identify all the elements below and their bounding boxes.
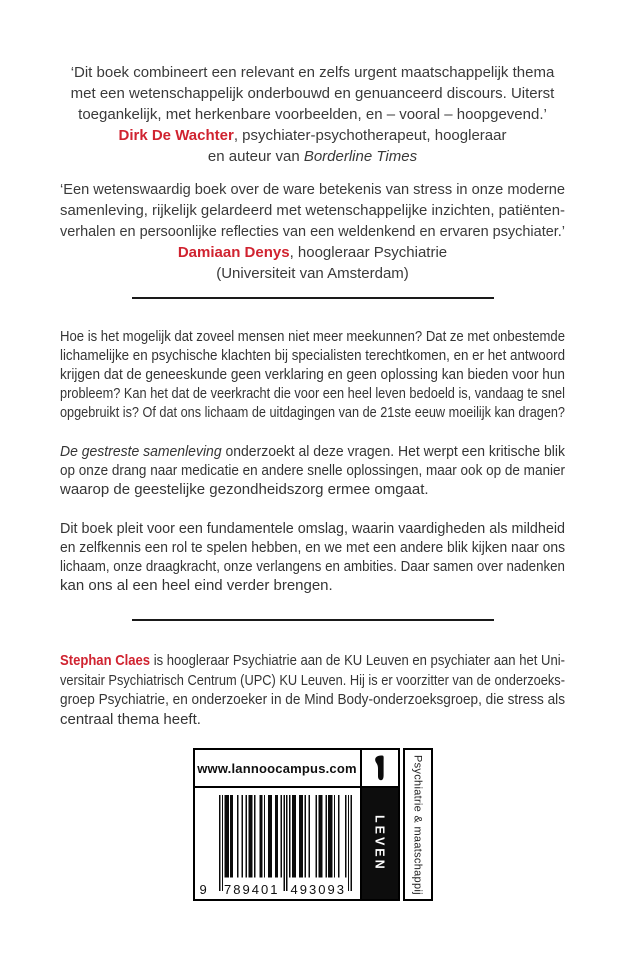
- text-line-inner: [60, 221, 565, 242]
- lannoo-comma-glyph: [372, 753, 388, 783]
- text-segment: probleem? Kan het dat de veerkracht die voor een heel leven bedoeld is, vandaag te snel: [60, 385, 565, 402]
- text-line-inner: [60, 200, 565, 221]
- blurb-paragraph-2: [60, 442, 565, 499]
- text-segment: waarop de geestelijke gezondheidszorg ermee omgaat.: [60, 481, 429, 498]
- imprint-label: LEVEN: [372, 815, 387, 872]
- text-segment: lichaam, onze draagkracht, onze verlangens en ambities. Daar samen over nadenken: [60, 558, 565, 575]
- text-segment: krijgen dat de geneeskunde geen verklaring en geen oplossing kan bieden voor hun: [60, 366, 565, 383]
- text-segment: op onze drang naar medicatie en andere snelle oplossingen, maar ook op de manier: [60, 462, 566, 479]
- category-label-box: [403, 748, 433, 901]
- text-line: [60, 146, 565, 167]
- text-segment: versitair Psychiatrisch Centrum (UPC) KU Leuven. Hij is er voorzitter van de onderzoeks-: [60, 671, 565, 689]
- text-segment: is hoogleraar Psychiatrie aan de KU Leuven en psychiater aan het Uni-: [150, 652, 565, 669]
- text-line-inner: [60, 442, 565, 461]
- text-line-inner: [60, 365, 565, 384]
- text-line-inner: [60, 538, 565, 557]
- author-bio: [60, 651, 565, 729]
- lannoo-logo-icon: [362, 750, 398, 788]
- text-line-inner: [60, 461, 565, 480]
- isbn-digits: [199, 882, 352, 897]
- text-line-inner: [60, 179, 565, 200]
- text-line: [60, 200, 565, 221]
- text-segment: kan ons al een heel eind verder brengen.: [60, 577, 333, 594]
- text-line: [60, 365, 565, 384]
- text-line-inner: [71, 83, 555, 104]
- text-line-inner: [60, 327, 565, 346]
- person-name: Dirk De Wachter: [118, 127, 234, 144]
- text-line-inner: [60, 690, 565, 710]
- text-line: [60, 651, 565, 671]
- text-segment: toegankelijk, met herkenbare voorbeelden, en – vooral – hoopgevend.’: [78, 106, 547, 123]
- text-line-inner: [78, 104, 547, 125]
- isbn-digit-group-1: 789401: [224, 882, 280, 897]
- cover-content: [60, 62, 565, 901]
- text-line-inner: [60, 576, 333, 595]
- text-line-inner: [60, 403, 565, 422]
- text-line: [60, 221, 565, 242]
- text-segment: lichamelijke en psychische klachten bij specialisten terechtkomen, en er het antwoord: [60, 347, 565, 364]
- divider-author-bio: [132, 619, 494, 621]
- barcode-bars: [219, 795, 352, 891]
- text-segment: samenleving, rijkelijk gelardeerd met wetenschappelijke inzichten, patiënten-: [60, 202, 565, 219]
- text-line-inner: [119, 125, 507, 146]
- text-line: [60, 690, 565, 710]
- text-segment: ‘Dit boek combineert een relevant en zelfs urgent maatschappelijk thema: [70, 64, 555, 81]
- endorsement-quote-damiaan-denys: [60, 179, 565, 284]
- text-line: [60, 263, 565, 284]
- text-line: [60, 710, 565, 730]
- text-segment: opgebruikt is? Of dat ons lichaam de uitdagingen van de 21ste eeuw moeilijk kan dragen?: [60, 404, 565, 421]
- imprint-strip: [362, 788, 398, 899]
- text-line: [60, 519, 565, 538]
- endorsement-quote-dirk-de-wachter: [60, 62, 565, 167]
- text-line-inner: [178, 242, 447, 263]
- text-segment: Dit boek pleit voor een fundamentele omslag, waarin vaardigheden als mildheid: [60, 520, 566, 537]
- barcode-section: [60, 748, 565, 901]
- text-line: [60, 327, 565, 346]
- text-segment: Hoe is het mogelijk dat zoveel mensen niet meer meekunnen? Dat ze met onbestemde: [60, 328, 566, 345]
- barcode-box: [193, 748, 400, 901]
- text-segment: verhalen en persoonlijke reflecties van een weldenkend en ervaren psychiater.’: [60, 223, 566, 240]
- text-line: [60, 461, 565, 480]
- text-line: [60, 125, 565, 146]
- text-segment: ‘Een wetenswaardig boek over de ware betekenis van stress in onze moderne: [60, 181, 566, 198]
- text-line: [60, 403, 565, 422]
- text-segment: , psychiater-psychotherapeut, hoogleraar: [233, 127, 507, 144]
- isbn-digit-leading: 9: [199, 882, 207, 897]
- text-segment: centraal thema heeft.: [60, 710, 201, 728]
- text-line: [60, 671, 565, 691]
- text-line-inner: [60, 519, 565, 538]
- ean-barcode: [195, 788, 362, 899]
- text-line-inner: [60, 384, 565, 403]
- text-line-inner: [60, 671, 565, 691]
- person-name: Damiaan Denys: [177, 244, 290, 261]
- text-line: [60, 538, 565, 557]
- text-line-inner: [71, 62, 555, 83]
- text-segment: groep Psychiatrie, en onderzoeker in de Mind Body-onderzoeksgroep, die stress als: [60, 691, 566, 708]
- text-line: [60, 480, 565, 499]
- text-line: [60, 557, 565, 576]
- text-line-inner: [60, 651, 565, 671]
- blurb-paragraph-1: [60, 327, 565, 422]
- publisher-url: www.lannoocampus.com: [195, 750, 362, 788]
- text-segment: en auteur van: [207, 148, 304, 165]
- text-line-inner: [60, 480, 429, 499]
- text-line-inner: [208, 146, 417, 167]
- text-line: [60, 83, 565, 104]
- text-line-inner: [216, 263, 409, 284]
- text-segment: , hoogleraar Psychiatrie: [289, 244, 448, 261]
- blurb-paragraph-3: [60, 519, 565, 595]
- isbn-digit-group-2: 493093: [290, 882, 346, 897]
- text-segment: met een wetenschappelijk onderbouwd en genuanceerd discours. Uiterst: [70, 85, 555, 102]
- divider-top: [132, 297, 494, 299]
- category-label: Psychiatrie & maatschappij: [411, 754, 424, 895]
- text-segment: (Universiteit van Amsterdam): [216, 265, 409, 282]
- text-line: [60, 384, 565, 403]
- text-line: [60, 62, 565, 83]
- text-line: [60, 442, 565, 461]
- text-line: [60, 179, 565, 200]
- text-line: [60, 576, 565, 595]
- italic-title: Borderline Times: [303, 148, 418, 165]
- italic-title: De gestreste samenleving: [60, 443, 222, 460]
- text-segment: onderzoekt al deze vragen. Het werpt een kritische blik: [221, 443, 566, 460]
- text-line-inner: [60, 346, 565, 365]
- text-line-inner: [60, 557, 565, 576]
- text-line-inner: [60, 710, 201, 730]
- text-line: [60, 346, 565, 365]
- text-line: [60, 242, 565, 263]
- person-name: Stephan Claes: [60, 652, 151, 669]
- text-line: [60, 104, 565, 125]
- text-segment: en zelfkennis een rol te spelen hebben, en we met een andere blik kijken naar ons: [60, 539, 566, 556]
